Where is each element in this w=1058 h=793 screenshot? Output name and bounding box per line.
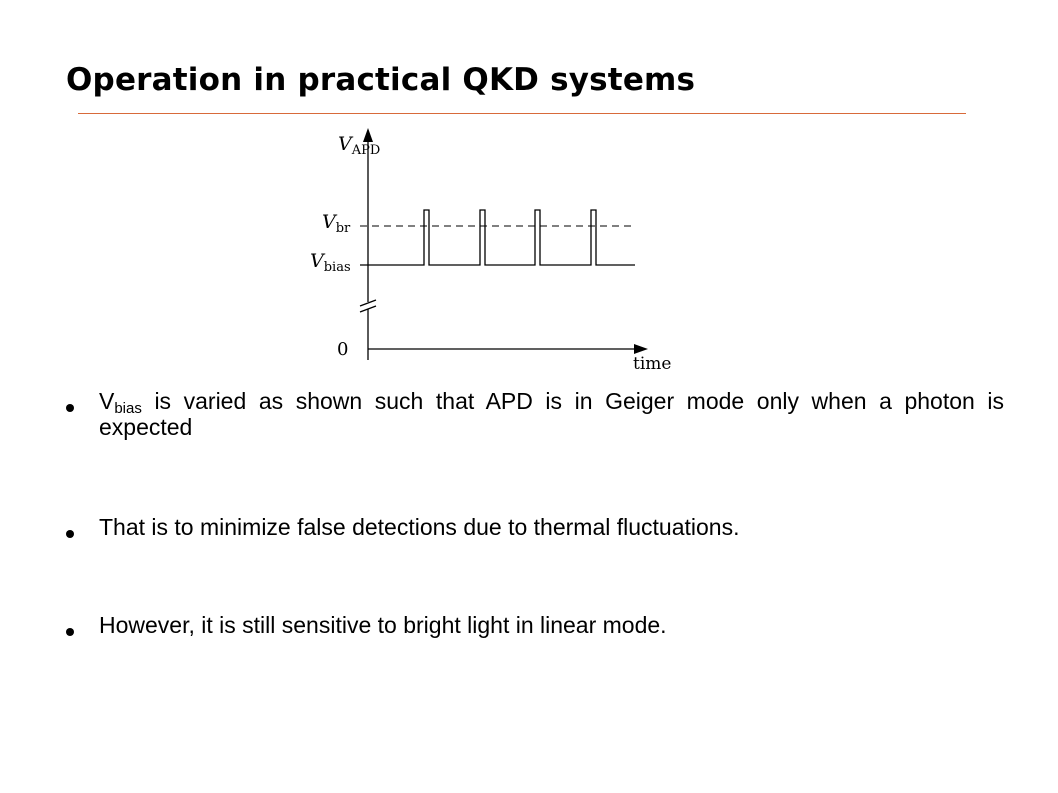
- bullet-false-detections-text: That is to minimize false detections due to thermal fluctuations.: [99, 514, 740, 540]
- title-divider: [78, 113, 966, 114]
- bullet-dot: [66, 404, 74, 412]
- bullet-item-vbias: [66, 388, 1004, 440]
- bullet-vbias-prefix: V: [99, 388, 115, 414]
- zero-label: 0: [337, 339, 349, 360]
- bullet-bright-light-text: However, it is still sensitive to bright light in linear mode.: [99, 612, 667, 638]
- bullet-item-false-detections: [66, 514, 1004, 540]
- slide-title: Operation in practical QKD systems: [66, 62, 696, 98]
- vbr-label: $V_{br}$: [322, 211, 351, 236]
- x-axis-label: time: [633, 354, 672, 374]
- bullet-vbias-text: is varied as shown such that APD is in Geiger mode only when a photon is expected: [99, 388, 1004, 440]
- apd-bias-diagram: [290, 120, 730, 375]
- bullet-item-bright-light: [66, 612, 1004, 638]
- x-axis-arrowhead: [634, 344, 648, 354]
- y-axis-label: $V_{APD}$: [338, 133, 381, 158]
- bullet-dot: [66, 628, 74, 636]
- bullet-dot: [66, 530, 74, 538]
- apd-bias-svg: [290, 120, 730, 375]
- bullet-vbias-subscript: bias: [114, 400, 142, 417]
- bullet-list: [66, 388, 1004, 638]
- bias-waveform: [360, 210, 635, 265]
- y-axis-arrowhead: [363, 128, 373, 142]
- vbias-label: $V_{bias}$: [310, 250, 351, 275]
